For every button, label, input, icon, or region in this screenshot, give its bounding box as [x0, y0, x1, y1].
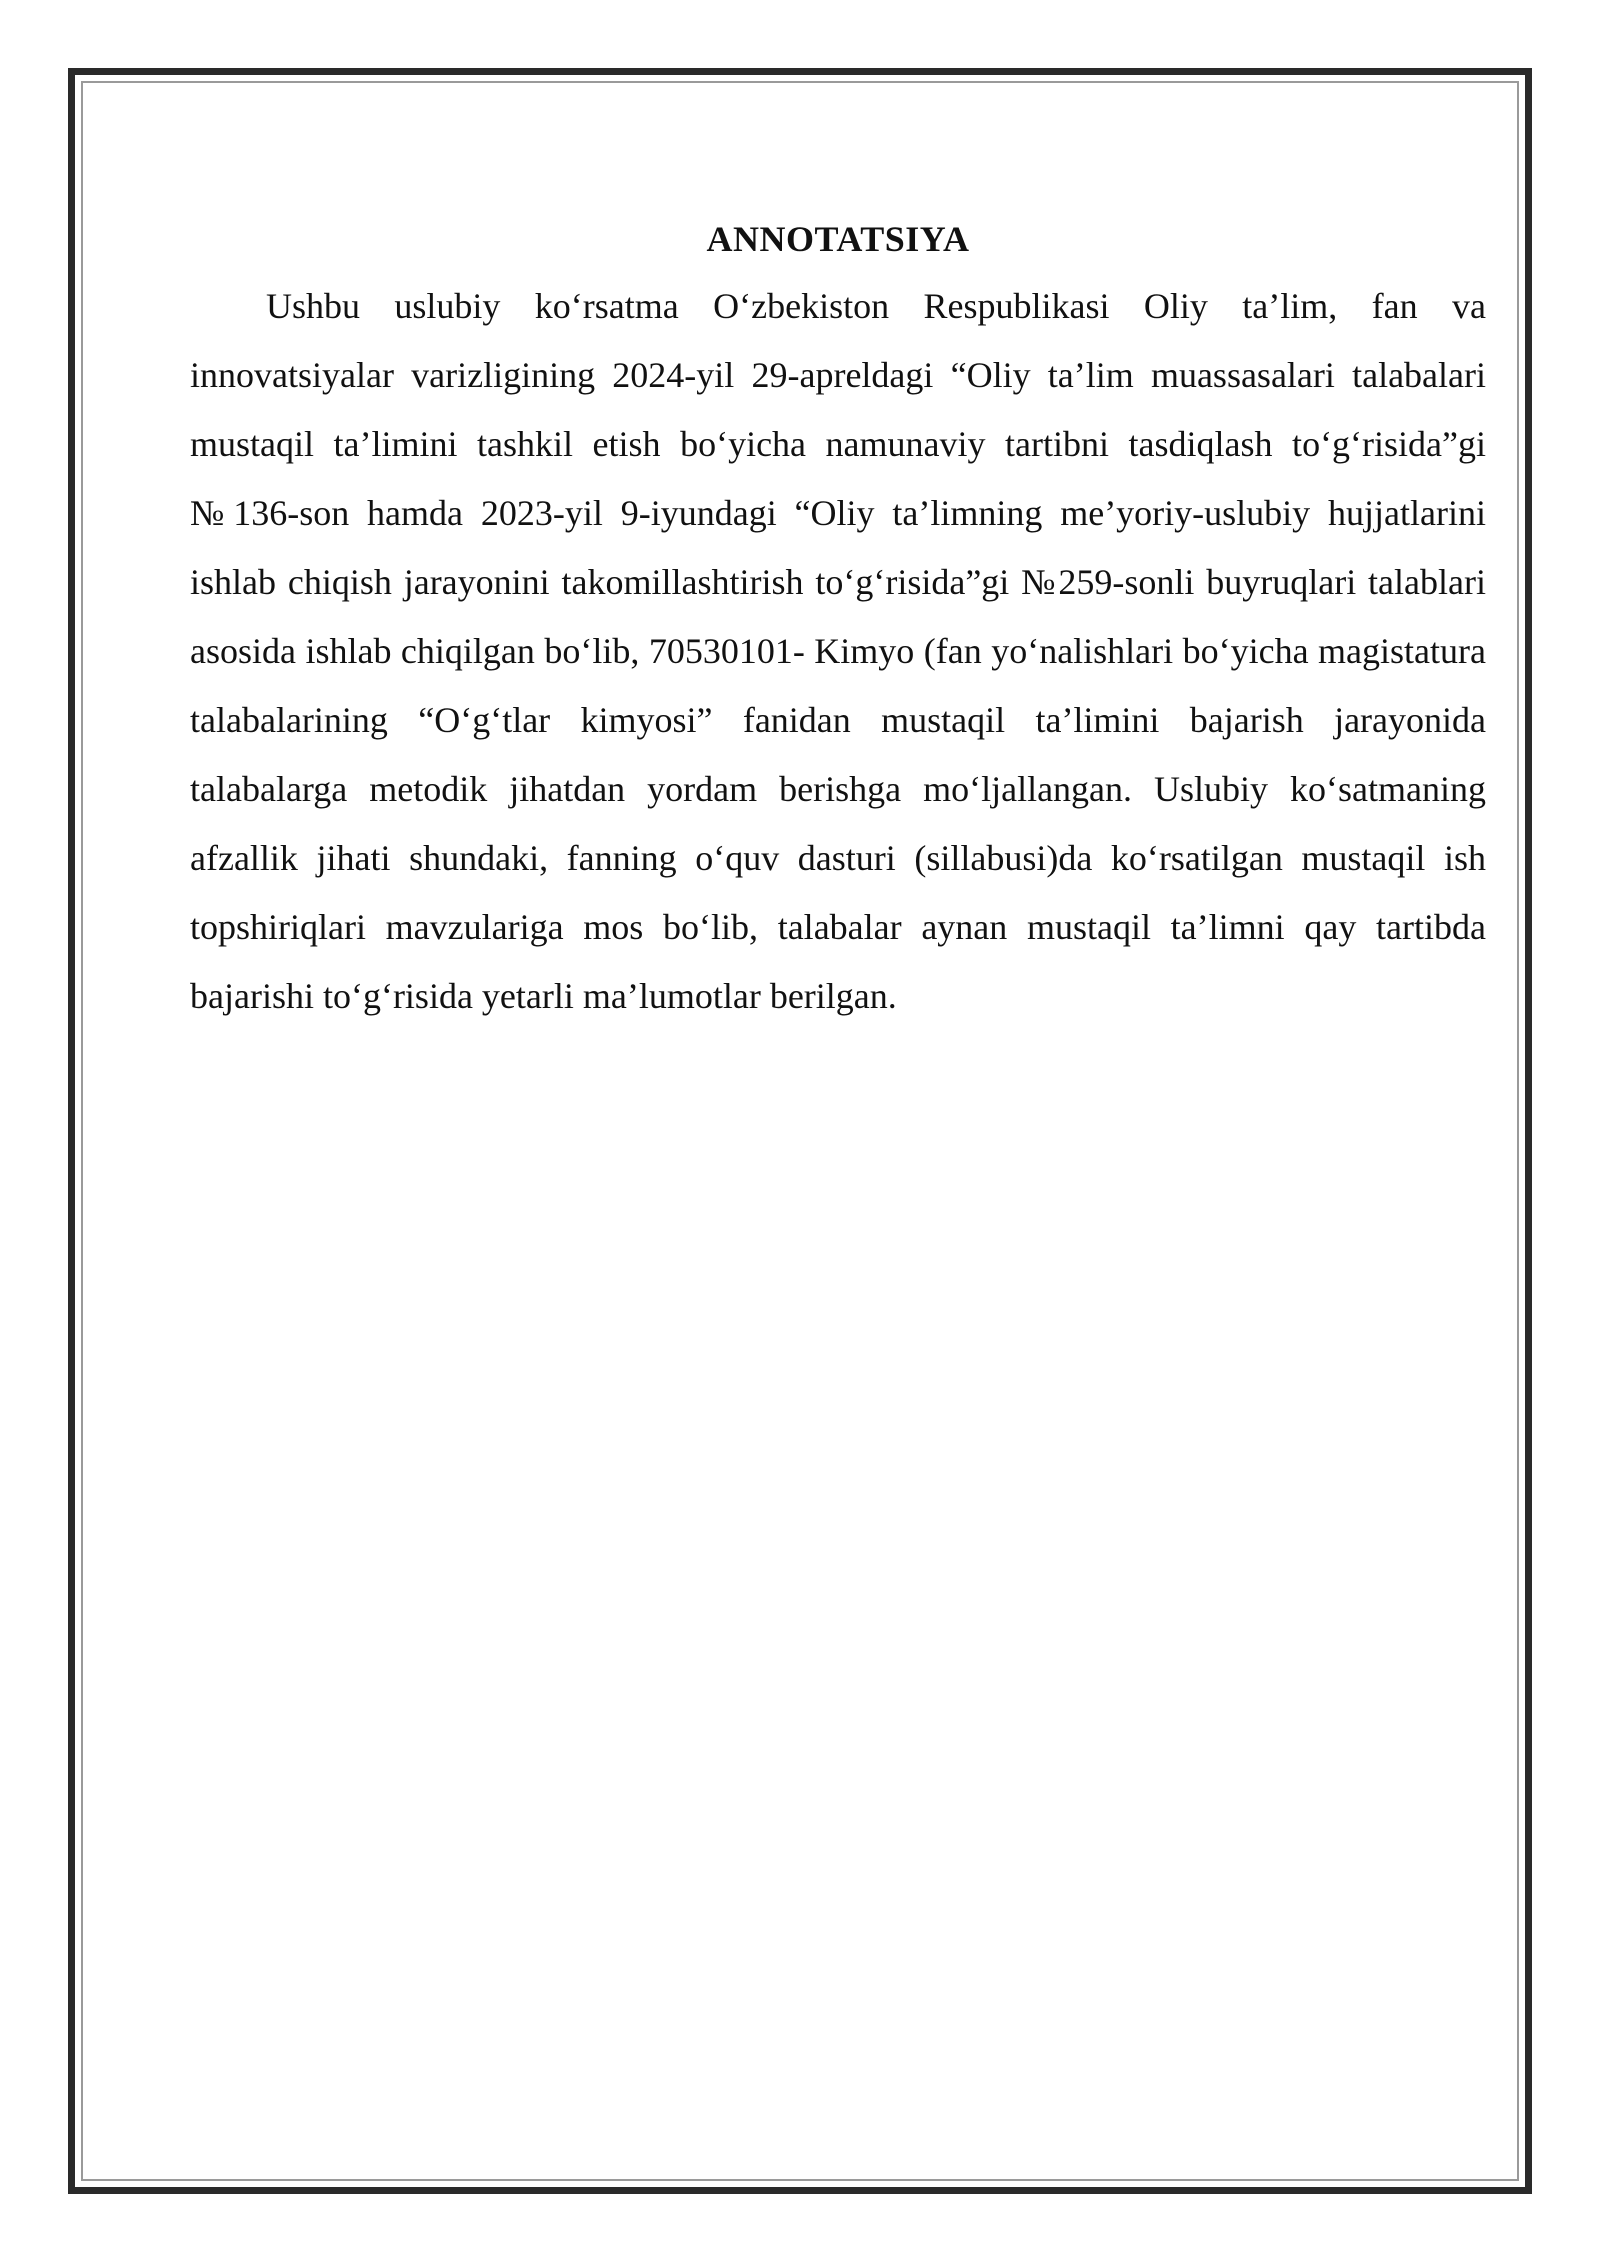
- document-title: ANNOTATSIYA: [706, 219, 970, 259]
- document-body: [190, 210, 1486, 1031]
- annotation-paragraph: Ushbu uslubiy ko‘rsatma O‘zbekiston Respublikasi Oliy ta’lim, fan va innovatsiyalar varizligining 2024-yil 29-apreldagi “Oliy ta’lim muassasalari talabalari mustaqil ta’limini tashkil etish bo‘yicha namunaviy tartibni tasdiqlash to‘g‘risida”gi №136-son hamda 2023-yil 9-iyundagi “Oliy ta’limning me’yoriy-uslubiy hujjatlarini ishlab chiqish jarayonini takomillashtirish to‘g‘risida”gi №259-sonli buyruqlari talablari asosida ishlab chiqilgan bo‘lib, 70530101- Kimyo (fan yo‘nalishlari bo‘yicha magistatura talabalarining “O‘g‘tlar kimyosi” fanidan mustaqil ta’limini bajarish jarayonida talabalarga metodik jihatdan yordam berishga mo‘ljallangan. Uslubiy ko‘satmaning afzallik jihati shundaki, fanning o‘quv dasturi (sillabusi)da ko‘rsatilgan mustaqil ish topshiriqlari mavzulariga mos bo‘lib, talabalar aynan mustaqil ta’limni qay tartibda bajarishi to‘g‘risida yetarli ma’lumotlar berilgan.: [190, 286, 1486, 1016]
